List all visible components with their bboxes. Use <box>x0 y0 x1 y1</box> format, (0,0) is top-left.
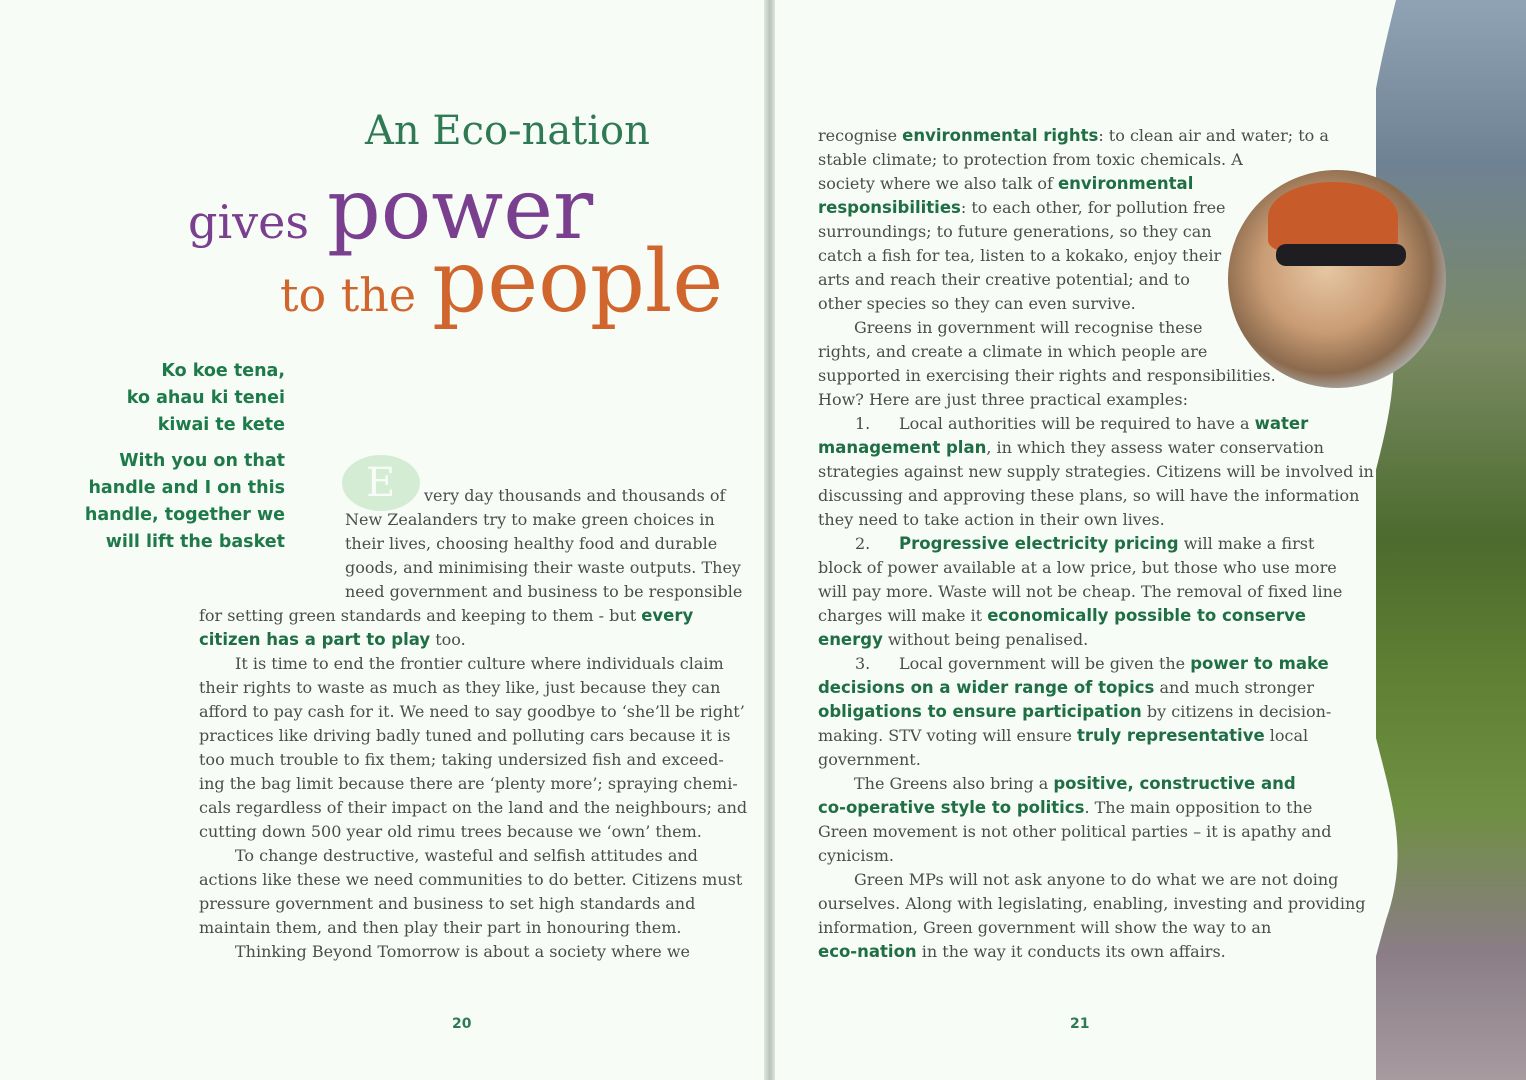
text: and much stronger <box>1154 678 1315 697</box>
body-line: need government and business to be responsible <box>345 582 743 601</box>
emphasis: every <box>641 606 694 625</box>
quote-line: ko ahau ki tenei <box>126 388 285 408</box>
emphasis: power to make <box>1190 654 1329 673</box>
body-line: Thinking Beyond Tomorrow is about a society where we <box>235 942 691 961</box>
emphasis: eco-nation <box>818 942 917 961</box>
body-line: actions like these we need communities to do better. Citizens must <box>199 870 743 889</box>
text: . The main opposition to the <box>1084 798 1313 817</box>
text: too. <box>430 630 466 649</box>
quote-line: Ko koe tena, <box>161 361 285 381</box>
body-line: ourselves. Along with legislating, enabling, investing and providing <box>818 894 1366 913</box>
text: Local authorities will be required to have a <box>899 414 1255 433</box>
portrait-photo <box>1228 170 1446 388</box>
emphasis: economically possible to conserve <box>987 606 1306 625</box>
emphasis: obligations to ensure participation <box>818 702 1142 721</box>
text: will make a first <box>1178 534 1315 553</box>
body-line: afford to pay cash for it. We need to say goodbye to ‘she’ll be right’ <box>199 702 745 721</box>
body-line: goods, and minimising their waste outputs. They <box>345 558 741 577</box>
emphasis: citizen has a part to play <box>199 630 431 649</box>
body-line: block of power available at a low price, but those who use more <box>818 558 1337 577</box>
emphasis: management plan <box>818 438 987 457</box>
text: for setting green standards and keeping to them - but <box>199 606 642 625</box>
body-line <box>818 724 1308 748</box>
wave-edge <box>1326 0 1526 1080</box>
heading-to-the: to the <box>280 268 417 322</box>
body-line: Green movement is not other political parties – it is apathy and <box>818 822 1332 841</box>
emphasis: decisions on a wider range of topics <box>818 678 1155 697</box>
cap-shape <box>1268 182 1398 252</box>
text: recognise <box>818 126 903 145</box>
body-line: To change destructive, wasteful and selfish attitudes and <box>235 846 698 865</box>
page-number-left: 20 <box>452 1016 472 1032</box>
body-line: pressure government and business to set high standards and <box>199 894 696 913</box>
body-line: information, Green government will show the way to an <box>818 918 1272 937</box>
body-line: government. <box>818 750 921 769</box>
body-line: ing the bag limit because there are ‘plenty more’; spraying chemi- <box>199 774 738 793</box>
sunglasses-shape <box>1276 244 1406 266</box>
body-line <box>818 196 1226 220</box>
body-line: New Zealanders try to make green choices in <box>345 510 715 529</box>
body-line: catch a fish for tea, listen to a kokako, enjoy their <box>818 246 1222 265</box>
list-number: 1. <box>855 414 871 433</box>
body-line: Greens in government will recognise these <box>854 318 1203 337</box>
body-line: too much trouble to fix them; taking undersized fish and exceed- <box>199 750 724 769</box>
body-line <box>899 412 1308 436</box>
heading-line-3 <box>280 232 723 332</box>
body-line: cutting down 500 year old rimu trees because we ‘own’ them. <box>199 822 702 841</box>
text: : to each other, for pollution free <box>960 198 1226 217</box>
emphasis: energy <box>818 630 883 649</box>
text: without being penalised. <box>882 630 1089 649</box>
quote-maori <box>65 358 285 439</box>
body-line: supported in exercising their rights and responsibilities. <box>818 366 1276 385</box>
body-line: discussing and approving these plans, so will have the information <box>818 486 1360 505</box>
heading-line-1: An Eco-nation <box>365 108 650 154</box>
body-line: arts and reach their creative potential; and to <box>818 270 1190 289</box>
emphasis: environmental rights <box>902 126 1099 145</box>
emphasis: environmental <box>1057 174 1194 193</box>
body-line <box>818 436 1324 460</box>
quote-line: With you on that <box>119 451 285 471</box>
text: in the way it conducts its own affairs. <box>916 942 1226 961</box>
body-line: How? Here are just three practical examples: <box>818 390 1188 409</box>
body-line: cynicism. <box>818 846 894 865</box>
body-line: cals regardless of their impact on the land and the neighbours; and <box>199 798 748 817</box>
body-line <box>818 628 1088 652</box>
quote-english <box>65 448 285 556</box>
emphasis: responsibilities <box>818 198 961 217</box>
quote-line: kiwai te kete <box>157 415 285 435</box>
body-line: practices like driving badly tuned and polluting cars because it is <box>199 726 731 745</box>
body-line <box>199 628 466 652</box>
quote-line: will lift the basket <box>105 532 285 552</box>
drop-cap: E <box>342 455 420 511</box>
body-line: rights, and create a climate in which people are <box>818 342 1208 361</box>
body-line: Green MPs will not ask anyone to do what we are not doing <box>854 870 1339 889</box>
body-line: stable climate; to protection from toxic chemicals. A <box>818 150 1243 169</box>
list-number: 3. <box>855 654 871 673</box>
text: , in which they assess water conservation <box>986 438 1324 457</box>
list-number: 2. <box>855 534 871 553</box>
body-line: very day thousands and thousands of <box>424 486 726 505</box>
quote-line: handle and I on this <box>88 478 285 498</box>
heading-power: power <box>326 160 594 258</box>
text: The Greens also bring a <box>854 774 1054 793</box>
body-line <box>899 652 1329 676</box>
body-line: they need to take action in their own lives. <box>818 510 1165 529</box>
emphasis: Progressive electricity pricing <box>899 534 1179 553</box>
quote-line: handle, together we <box>84 505 285 525</box>
heading-gives: gives <box>188 195 309 249</box>
body-line <box>818 700 1331 724</box>
text: Local government will be given the <box>899 654 1191 673</box>
body-line <box>818 796 1312 820</box>
body-line <box>818 604 1306 628</box>
body-line: other species so they can even survive. <box>818 294 1136 313</box>
body-line: It is time to end the frontier culture where individuals claim <box>235 654 724 673</box>
heading-people: people <box>432 232 724 332</box>
body-line: maintain them, and then play their part in honouring them. <box>199 918 682 937</box>
right-page <box>775 0 1526 1080</box>
text: making. STV voting will ensure <box>818 726 1077 745</box>
text: by citizens in decision- <box>1141 702 1332 721</box>
body-line <box>818 172 1193 196</box>
body-line: their rights to waste as much as they like, just because they can <box>199 678 721 697</box>
emphasis: positive, constructive and <box>1053 774 1296 793</box>
body-line <box>818 772 1296 796</box>
emphasis: truly representative <box>1077 726 1265 745</box>
body-line: strategies against new supply strategies. Citizens will be involved in <box>818 462 1374 481</box>
body-line: will pay more. Waste will not be cheap. The removal of fixed line <box>818 582 1343 601</box>
body-line: their lives, choosing healthy food and durable <box>345 534 718 553</box>
emphasis: water <box>1254 414 1309 433</box>
emphasis: co-operative style to politics <box>818 798 1085 817</box>
body-line <box>199 604 693 628</box>
body-line <box>818 124 1329 148</box>
text: : to clean air and water; to a <box>1098 126 1329 145</box>
text: society where we also talk of <box>818 174 1058 193</box>
body-line <box>818 676 1314 700</box>
text: charges will make it <box>818 606 988 625</box>
page-number-right: 21 <box>1070 1016 1090 1032</box>
body-line <box>899 532 1314 556</box>
body-line <box>818 940 1226 964</box>
body-line: surroundings; to future generations, so they can <box>818 222 1212 241</box>
text: local <box>1264 726 1309 745</box>
